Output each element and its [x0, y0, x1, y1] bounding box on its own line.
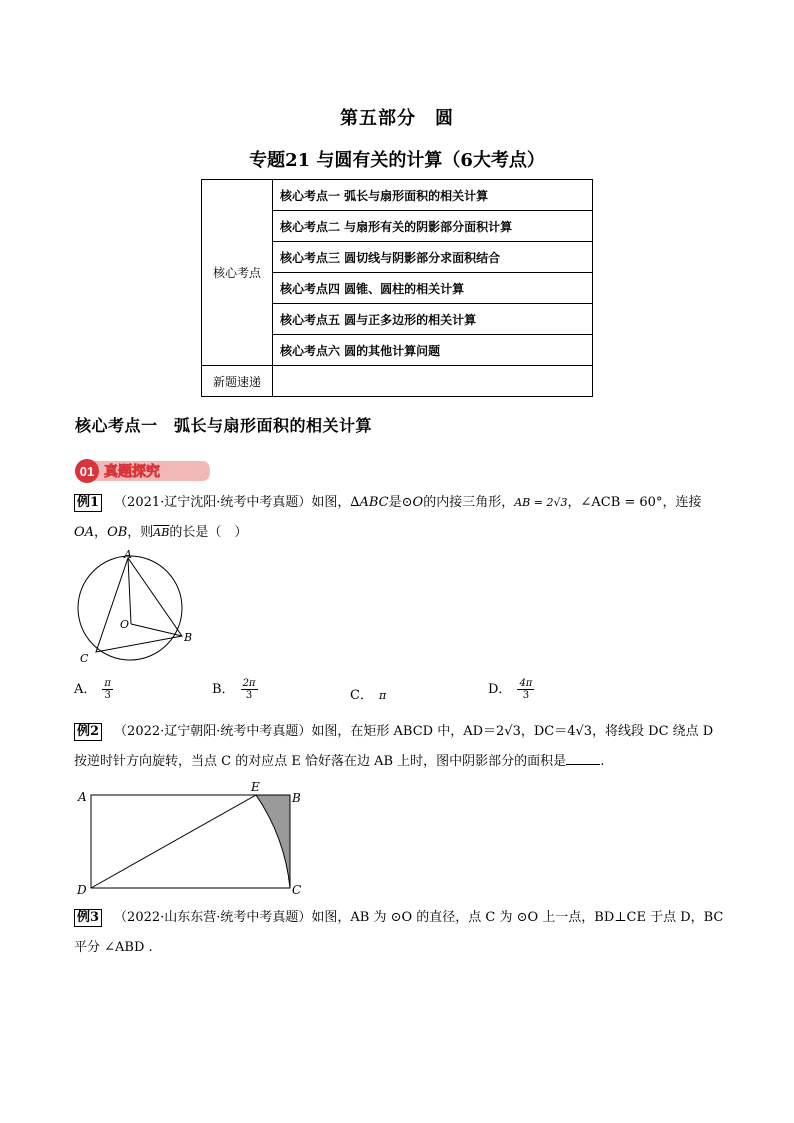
outline-left-label: 核心考点 [202, 180, 273, 366]
option-b-den: 3 [245, 690, 253, 701]
triangle-shape [96, 558, 182, 652]
triangle-abc: ∆ABC [350, 495, 389, 510]
option-a-den: 3 [104, 690, 111, 701]
topic-title: 专题21 与圆有关的计算（6大考点） [249, 150, 545, 171]
segment-ob: OB [107, 525, 128, 540]
section-title: 核心考点一 弧长与扇形面积的相关计算 [75, 416, 373, 435]
option-d-den: 3 [522, 690, 530, 701]
answer-blank[interactable] [566, 752, 600, 765]
label-c: C [80, 652, 89, 665]
example3-text2: 平分 ∠ABD . [74, 940, 153, 955]
outline-item: 核心考点四 圆锥、圆柱的相关计算 [273, 273, 593, 304]
outline-item: 核心考点一 弧长与扇形面积的相关计算 [273, 180, 593, 211]
angle-acb: ，∠ACB = 60° [567, 495, 663, 510]
example3-line2 [74, 938, 153, 958]
example1-line1 [74, 493, 724, 513]
label-b: B [184, 631, 193, 644]
segment-oa-line [128, 558, 131, 624]
label-b: B [292, 791, 301, 805]
example1-tag: 例1 [74, 494, 102, 512]
outline-new-label: 新题速递 [202, 366, 273, 397]
length-ab: AB = 2√3 [514, 496, 568, 509]
example1-figure [74, 546, 194, 668]
outline-table [201, 179, 593, 397]
example3-line1 [74, 908, 734, 928]
text: 的长是（ ） [169, 525, 248, 540]
example2-text2: 按逆时针方向旋转，当点 C 的对应点 E 恰好落在边 AB 上时，图中阴影部分的面积是 [74, 754, 567, 769]
segment-oa: OA [74, 525, 95, 540]
example1-source: （2021·辽宁沈阳·统考中考真题）如图， [114, 495, 351, 510]
option-c[interactable] [350, 684, 386, 703]
example2-line1 [74, 722, 734, 742]
banner-number: 01 [79, 464, 95, 479]
arc-ab: $\overline{AB}$ [153, 526, 170, 539]
option-d-num: 4π [519, 678, 533, 689]
segment-de [91, 795, 256, 888]
text: . [600, 754, 605, 769]
option-b-num: 2π [242, 678, 256, 689]
text: 的内接三角形， [423, 495, 515, 510]
text: ， [94, 525, 108, 540]
example3-text1: （2022·山东东营·统考中考真题）如图，AB 为 ⊙O 的直径，点 C 为 ⊙O 上一点，BD⊥CE 于点 D，BC [114, 910, 724, 925]
rectangle-abcd [91, 795, 290, 888]
text: ，则 [127, 525, 154, 540]
option-d[interactable] [488, 678, 534, 701]
label-c: C [292, 883, 302, 897]
example2-figure [74, 778, 314, 898]
section-banner [74, 458, 212, 484]
example2-line2 [74, 752, 734, 772]
outline-item: 核心考点五 圆与正多边形的相关计算 [273, 304, 593, 335]
option-a-num: π [104, 678, 111, 689]
part-title: 第五部分 圆 [340, 108, 454, 129]
label-a: A [124, 548, 132, 561]
outline-item: 核心考点二 与扇形有关的阴影部分面积计算 [273, 211, 593, 242]
text: 是 [388, 495, 402, 510]
option-b[interactable] [212, 678, 258, 701]
outline-item: 核心考点三 圆切线与阴影部分求面积结合 [273, 242, 593, 273]
option-a-label: A． [74, 682, 97, 697]
banner-text: 真题探究 [104, 464, 160, 480]
outline-new-value [273, 366, 593, 397]
example3-tag: 例3 [74, 909, 102, 927]
option-a[interactable] [74, 678, 113, 701]
label-d: D [77, 883, 87, 897]
circle-o: ⊙O [401, 495, 424, 510]
example1-line2 [74, 523, 247, 543]
shaded-region [256, 795, 290, 888]
option-b-frac [241, 678, 258, 701]
label-a: A [78, 790, 87, 804]
text: ，连接 [662, 495, 702, 510]
label-e: E [251, 780, 260, 794]
example2-tag: 例2 [74, 723, 102, 741]
option-b-label: B． [212, 682, 235, 697]
option-c-num: π [378, 689, 387, 702]
option-d-frac [517, 678, 534, 701]
option-c-label: C． [350, 688, 373, 703]
option-d-label: D． [488, 682, 512, 697]
option-a-frac [102, 678, 113, 701]
outline-item: 核心考点六 圆的其他计算问题 [273, 335, 593, 366]
example2-text1: （2022·辽宁朝阳·统考中考真题）如图，在矩形 ABCD 中，AD＝2√3，DC＝4√3，将线段 DC 绕点 D [114, 724, 714, 739]
label-o: O [120, 618, 130, 631]
